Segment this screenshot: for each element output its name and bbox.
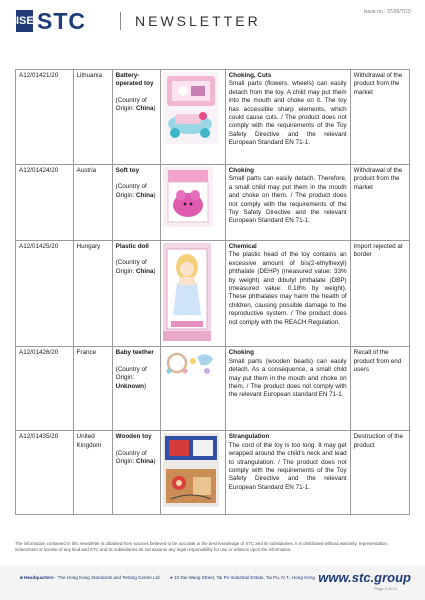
product-cell [112, 241, 161, 347]
reference-cell: A12/01426/20 [16, 347, 74, 431]
risk-description: Small parts (flowers, wheels) can easily detach from the toy. A child may put them into the mouth and choke on it. The toy has accessible sharp elements, which could cause cuts. / The product does not comply with the requirements of the Toy Safety Directive and the relevant European Standard EN 71-1. [228, 80, 347, 147]
country-cell: France [73, 347, 112, 431]
headquarters-name: - The Hong Kong Standards and Testing Centre Ltd. [53, 575, 161, 580]
product-photo-wooden-toy [163, 433, 219, 507]
product-name: Baby teether [115, 349, 154, 357]
product-cell [112, 431, 161, 515]
product-photo-baby-teether [163, 349, 217, 379]
address-info [170, 575, 315, 580]
building-icon: ■ [20, 575, 23, 580]
risk-description: Small parts can easily detach. Therefore, a small child may put them in the mouth and choke on them. / The product does not comply with the requirements of the Toy Safety Directive and the relevant European Standard EN 71-1. [228, 175, 347, 225]
country-cell: Lithuania [73, 70, 112, 165]
product-photo-plastic-doll [163, 243, 211, 341]
reference-cell: A12/01424/20 [16, 165, 74, 241]
product-image-cell [161, 241, 226, 347]
product-name: Wooden toy [115, 433, 152, 441]
country-of-origin: (Country of Origin: China) [115, 449, 156, 466]
risk-title: Choking [228, 167, 254, 174]
product-cell [112, 70, 161, 165]
risk-cell [225, 347, 350, 431]
product-name: Soft toy [115, 167, 140, 174]
logo-mark: ISE [16, 10, 33, 32]
measure-cell: Destruction of the product [350, 431, 409, 515]
risk-description: Small parts (wooden beads) can easily detach. As a consequence, a small child may put them in the mouth and choke on them. / The product does not comply with the relevant European standard EN 71-1. [228, 357, 347, 399]
table-row [16, 431, 410, 515]
headquarters-info [20, 575, 161, 580]
country-of-origin: (Country of Origin: China) [115, 96, 156, 113]
product-photo-soft-toy [163, 167, 213, 227]
risk-cell [225, 165, 350, 241]
risk-cell [225, 431, 350, 515]
issue-number: Issue no.: 37/20/TCD [363, 9, 411, 15]
table-row [16, 347, 410, 431]
risk-description: The cord of the toy is too long. It may get wrapped around the child's neck and lead to strangulation. / The product does not comply with the requirements of the Toy Safety Directive and the relevant European Standard EN 71-1. [228, 441, 347, 491]
newsletter-header [0, 0, 425, 40]
risk-title: Strangulation [228, 433, 270, 441]
product-name: Battery-operated toy [115, 72, 154, 88]
stc-logo [16, 10, 106, 32]
reference-cell: A12/01435/20 [16, 431, 74, 515]
table-row [16, 241, 410, 347]
measure-cell: Import rejected at border [350, 241, 409, 347]
country-cell: United Kingdom [73, 431, 112, 515]
website-link[interactable]: www.stc.group [318, 570, 411, 585]
measure-cell: Withdrawal of the product from the market [350, 165, 409, 241]
disclaimer-text: The information contained in this newsletter is obtained from sources believed to be accurate to the best knowledge of STC and its subsidiaries. It is distributed without warranty, representation, inducement or license of any kind and STC and its subsidiaries do not assume any legal responsibility for use or reliance upon the information. [15, 541, 389, 552]
product-name: Plastic doll [115, 243, 149, 250]
reference-cell: A12/01425/20 [16, 241, 74, 347]
product-image-cell [161, 431, 226, 515]
table-row [16, 70, 410, 165]
country-of-origin: (Country of Origin: China) [115, 183, 156, 199]
product-cell [112, 347, 161, 431]
reference-cell: A12/01421/20 [16, 70, 74, 165]
country-of-origin: (Country of Origin: Unknown) [115, 365, 147, 390]
country-cell: Hungary [73, 241, 112, 347]
table-row [16, 165, 410, 241]
header-divider [120, 12, 121, 30]
risk-title: Chemical [228, 243, 257, 250]
risk-cell [225, 241, 350, 347]
risk-cell [225, 70, 350, 165]
logo-text: STC [37, 8, 86, 34]
location-pin-icon: ● [170, 575, 173, 580]
headquarters-label: Headquarters [24, 575, 54, 580]
country-of-origin: (Country of Origin: China) [115, 259, 156, 275]
measure-cell: Withdrawal of the product from the market [350, 70, 409, 165]
page-number: Page 3 of 10 [374, 586, 397, 591]
risk-title: Choking, Cuts [228, 72, 272, 79]
product-recall-table [15, 69, 410, 515]
risk-description: The plastic head of the toy contains an excessive amount of bis(2-ethylhexyl) phthalate (DEHP) (measured value: 33% by weight) and dibutyl phthalate (DBP) (measured value: 0.18% by weight). These phthalates may harm the health of children, causing possible damage to the reproductive system. / The product does not comply with the REACH Regulation. [228, 251, 347, 326]
product-image-cell [161, 70, 226, 165]
product-image-cell [161, 165, 226, 241]
newsletter-title: NEWSLETTER [135, 13, 261, 29]
product-photo-battery-toy [163, 72, 219, 144]
measure-cell: Recall of the product from end users [350, 347, 409, 431]
product-cell [112, 165, 161, 241]
country-cell: Austria [73, 165, 112, 241]
address-text: 10 Dai Wang Street, Tai Po Industrial Estate, Tai Po, N.T., Hong Kong [174, 575, 315, 580]
risk-title: Choking [228, 349, 254, 357]
product-image-cell [161, 347, 226, 431]
